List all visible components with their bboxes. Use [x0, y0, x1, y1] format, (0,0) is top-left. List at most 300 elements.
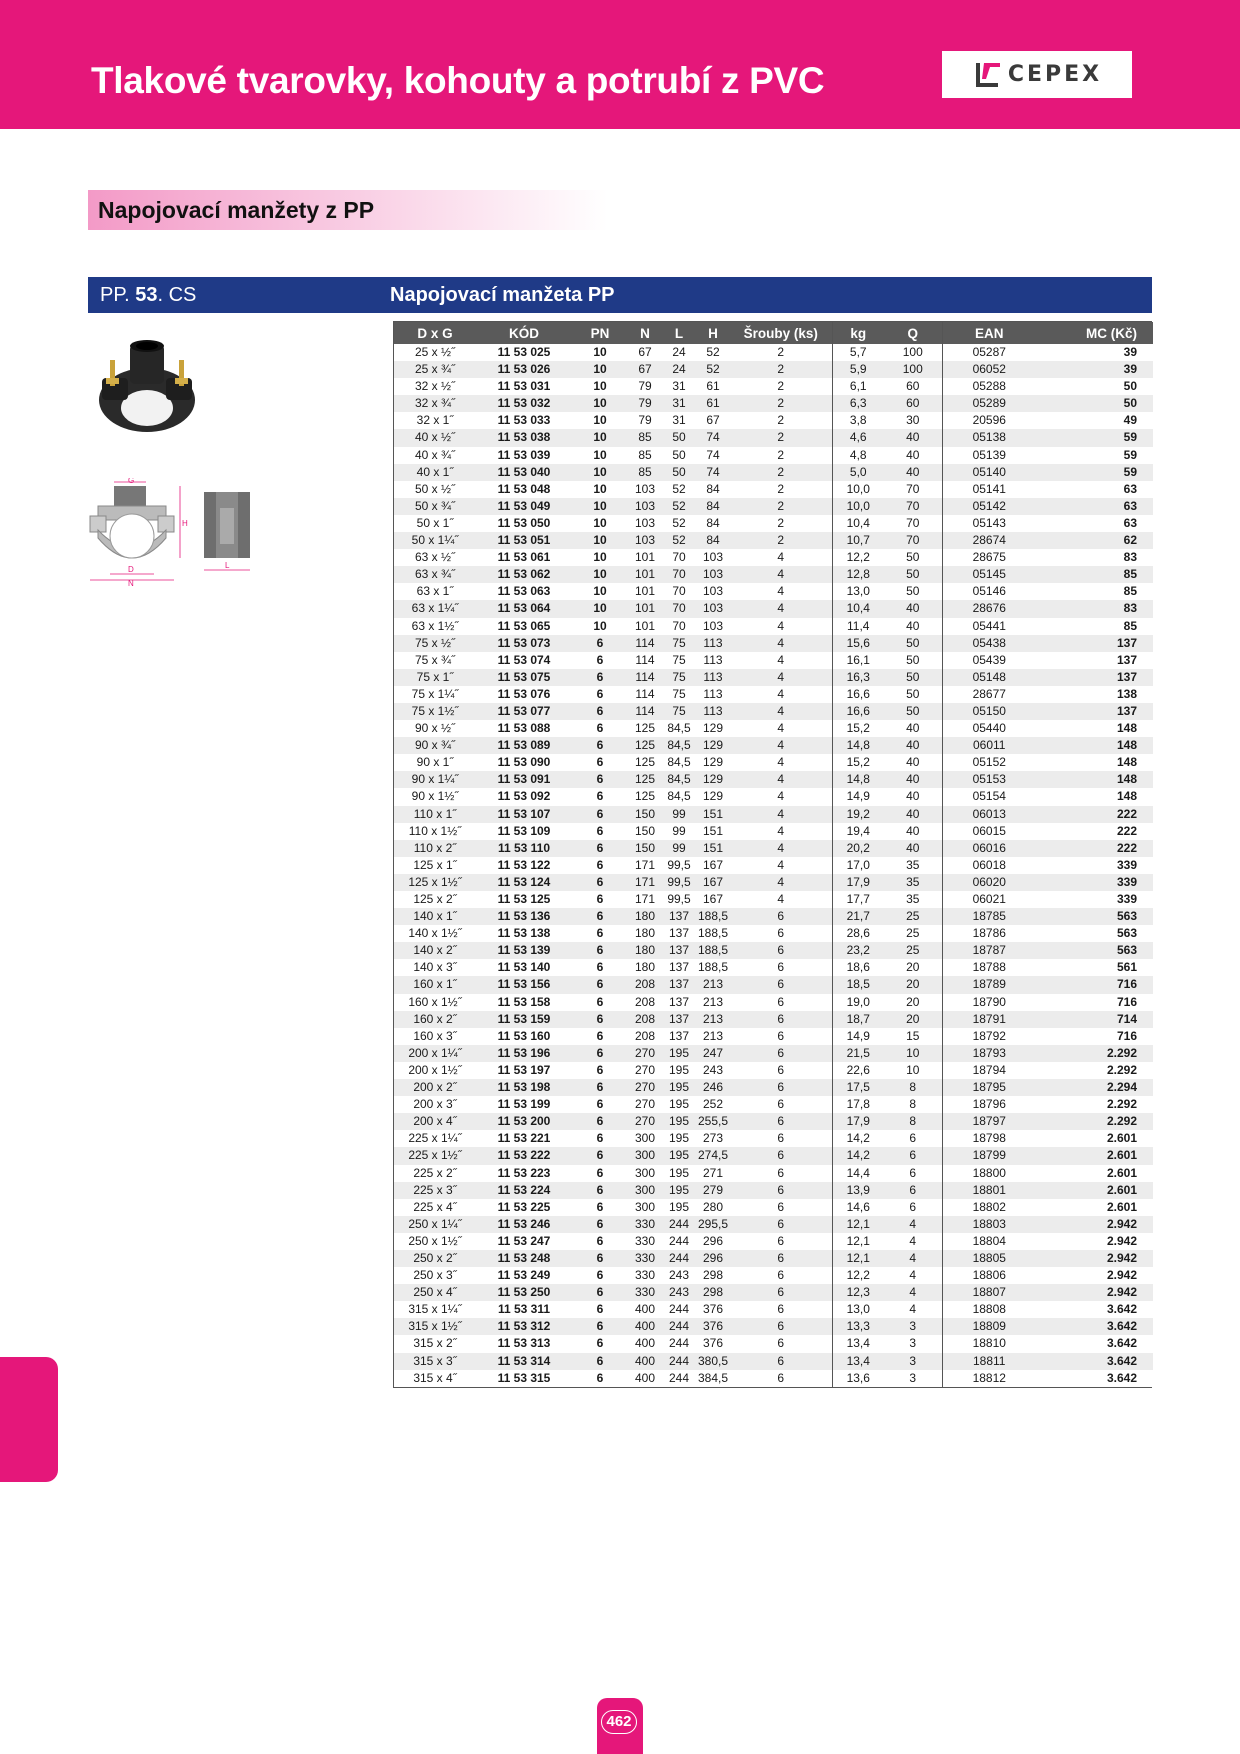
cell-kod: 11 53 061 [476, 549, 572, 566]
cell-q: 70 [884, 498, 942, 515]
cell-n: 150 [628, 823, 662, 840]
cell-srouby: 4 [730, 737, 832, 754]
table-row [394, 378, 1153, 395]
cell-ean: 18809 [942, 1318, 1036, 1335]
table-row [394, 549, 1153, 566]
cell-dxg: 90 x 1¼˝ [394, 771, 476, 788]
cell-srouby: 4 [730, 686, 832, 703]
cell-l: 24 [662, 344, 696, 361]
cell-q: 20 [884, 959, 942, 976]
section-title: Napojovací manžety z PP [88, 190, 608, 230]
cell-kg: 15,2 [832, 754, 884, 771]
cell-h: 280 [696, 1199, 730, 1216]
cell-pn: 10 [572, 464, 628, 481]
cell-kg: 13,0 [832, 1301, 884, 1318]
cell-dxg: 160 x 2˝ [394, 1011, 476, 1028]
cell-dxg: 160 x 3˝ [394, 1028, 476, 1045]
table-row [394, 464, 1153, 481]
cell-n: 125 [628, 788, 662, 805]
cell-l: 195 [662, 1096, 696, 1113]
cell-dxg: 50 x 1¼˝ [394, 532, 476, 549]
cell-pn: 10 [572, 412, 628, 429]
cell-l: 70 [662, 566, 696, 583]
cell-dxg: 90 x 1˝ [394, 754, 476, 771]
cell-kod: 11 53 064 [476, 600, 572, 617]
cell-h: 84 [696, 498, 730, 515]
table-row [394, 618, 1153, 635]
table-row [394, 669, 1153, 686]
cell-pn: 10 [572, 583, 628, 600]
cell-h: 84 [696, 532, 730, 549]
table-row [394, 703, 1153, 720]
table-row [394, 857, 1153, 874]
cell-q: 70 [884, 481, 942, 498]
cell-srouby: 4 [730, 703, 832, 720]
cell-n: 103 [628, 498, 662, 515]
table-row [394, 1335, 1153, 1352]
cell-dxg: 125 x 2˝ [394, 891, 476, 908]
cell-mc: 3.642 [1036, 1353, 1153, 1370]
cell-q: 40 [884, 806, 942, 823]
cell-q: 50 [884, 566, 942, 583]
cell-mc: 148 [1036, 754, 1153, 771]
cell-l: 195 [662, 1113, 696, 1130]
cell-n: 208 [628, 994, 662, 1011]
cell-mc: 339 [1036, 891, 1153, 908]
cell-h: 167 [696, 891, 730, 908]
cell-kg: 14,9 [832, 1028, 884, 1045]
table-row [394, 481, 1153, 498]
cell-ean: 06052 [942, 361, 1036, 378]
cell-n: 330 [628, 1216, 662, 1233]
cell-dxg: 50 x ¾˝ [394, 498, 476, 515]
cell-kod: 11 53 050 [476, 515, 572, 532]
cell-kod: 11 53 091 [476, 771, 572, 788]
cell-pn: 6 [572, 1318, 628, 1335]
cell-h: 243 [696, 1062, 730, 1079]
cell-pn: 6 [572, 1113, 628, 1130]
cell-kod: 11 53 073 [476, 635, 572, 652]
cell-h: 255,5 [696, 1113, 730, 1130]
cell-q: 60 [884, 378, 942, 395]
cell-mc: 2.601 [1036, 1130, 1153, 1147]
cell-kg: 16,6 [832, 686, 884, 703]
cell-mc: 563 [1036, 942, 1153, 959]
cell-l: 70 [662, 549, 696, 566]
cell-kod: 11 53 311 [476, 1301, 572, 1318]
cell-kg: 20,2 [832, 840, 884, 857]
cell-srouby: 4 [730, 566, 832, 583]
cell-n: 125 [628, 754, 662, 771]
page-number: 462 [601, 1710, 637, 1734]
cell-mc: 49 [1036, 412, 1153, 429]
cell-q: 40 [884, 840, 942, 857]
cell-q: 8 [884, 1079, 942, 1096]
cell-kg: 12,8 [832, 566, 884, 583]
cell-h: 103 [696, 566, 730, 583]
cell-l: 75 [662, 703, 696, 720]
cell-kod: 11 53 196 [476, 1045, 572, 1062]
cell-l: 99,5 [662, 857, 696, 874]
cell-h: 129 [696, 771, 730, 788]
cell-l: 84,5 [662, 771, 696, 788]
cell-dxg: 200 x 1¼˝ [394, 1045, 476, 1062]
cell-l: 195 [662, 1199, 696, 1216]
cell-ean: 05289 [942, 395, 1036, 412]
cell-q: 50 [884, 635, 942, 652]
cell-ean: 05288 [942, 378, 1036, 395]
cell-srouby: 6 [730, 1045, 832, 1062]
cell-dxg: 63 x ¾˝ [394, 566, 476, 583]
cell-l: 137 [662, 976, 696, 993]
cell-h: 213 [696, 994, 730, 1011]
cell-dxg: 75 x ½˝ [394, 635, 476, 652]
cell-mc: 222 [1036, 806, 1153, 823]
cell-dxg: 40 x 1˝ [394, 464, 476, 481]
cell-kg: 5,0 [832, 464, 884, 481]
cell-h: 67 [696, 412, 730, 429]
cell-dxg: 140 x 1½˝ [394, 925, 476, 942]
cell-q: 40 [884, 464, 942, 481]
cell-srouby: 4 [730, 549, 832, 566]
table-row [394, 737, 1153, 754]
cell-kg: 17,7 [832, 891, 884, 908]
cell-srouby: 2 [730, 464, 832, 481]
cell-ean: 18785 [942, 908, 1036, 925]
cell-srouby: 6 [730, 959, 832, 976]
cell-dxg: 160 x 1˝ [394, 976, 476, 993]
cell-q: 10 [884, 1062, 942, 1079]
table-row [394, 874, 1153, 891]
cell-mc: 222 [1036, 823, 1153, 840]
label-l: L [225, 561, 230, 570]
cell-dxg: 315 x 1½˝ [394, 1318, 476, 1335]
cell-n: 300 [628, 1130, 662, 1147]
cell-kg: 13,4 [832, 1353, 884, 1370]
cell-dxg: 75 x ¾˝ [394, 652, 476, 669]
cell-n: 300 [628, 1182, 662, 1199]
cell-l: 84,5 [662, 720, 696, 737]
cell-srouby: 6 [730, 1250, 832, 1267]
cell-mc: 63 [1036, 481, 1153, 498]
cell-h: 298 [696, 1267, 730, 1284]
cell-q: 60 [884, 395, 942, 412]
table-row [394, 1233, 1153, 1250]
cell-n: 79 [628, 378, 662, 395]
cell-n: 180 [628, 942, 662, 959]
table-row [394, 788, 1153, 805]
cell-n: 270 [628, 1045, 662, 1062]
cell-n: 103 [628, 481, 662, 498]
cell-h: 113 [696, 669, 730, 686]
cell-mc: 339 [1036, 857, 1153, 874]
cell-q: 40 [884, 823, 942, 840]
cell-mc: 716 [1036, 976, 1153, 993]
cell-q: 70 [884, 515, 942, 532]
cell-mc: 148 [1036, 788, 1153, 805]
cell-kg: 19,0 [832, 994, 884, 1011]
cell-l: 31 [662, 412, 696, 429]
cell-ean: 05440 [942, 720, 1036, 737]
cell-l: 195 [662, 1130, 696, 1147]
cell-n: 85 [628, 447, 662, 464]
cell-dxg: 160 x 1½˝ [394, 994, 476, 1011]
cell-h: 103 [696, 618, 730, 635]
cell-kg: 21,5 [832, 1045, 884, 1062]
cell-mc: 2.292 [1036, 1062, 1153, 1079]
label-n: N [128, 579, 134, 586]
cell-l: 244 [662, 1318, 696, 1335]
cell-pn: 6 [572, 1096, 628, 1113]
cell-dxg: 63 x ½˝ [394, 549, 476, 566]
cell-q: 35 [884, 891, 942, 908]
cell-q: 40 [884, 737, 942, 754]
cell-dxg: 250 x 1½˝ [394, 1233, 476, 1250]
cell-n: 208 [628, 1011, 662, 1028]
cell-q: 6 [884, 1147, 942, 1164]
cell-ean: 05150 [942, 703, 1036, 720]
cell-q: 4 [884, 1267, 942, 1284]
cell-n: 114 [628, 635, 662, 652]
cell-h: 113 [696, 635, 730, 652]
cell-srouby: 2 [730, 515, 832, 532]
cell-q: 4 [884, 1284, 942, 1301]
cell-srouby: 6 [730, 1165, 832, 1182]
cell-srouby: 2 [730, 361, 832, 378]
cell-dxg: 32 x ½˝ [394, 378, 476, 395]
cell-dxg: 75 x 1¼˝ [394, 686, 476, 703]
cell-q: 50 [884, 652, 942, 669]
cell-l: 244 [662, 1216, 696, 1233]
cell-pn: 6 [572, 669, 628, 686]
cell-dxg: 40 x ¾˝ [394, 447, 476, 464]
cell-ean: 18799 [942, 1147, 1036, 1164]
table-row [394, 447, 1153, 464]
cell-ean: 05441 [942, 618, 1036, 635]
cell-l: 243 [662, 1284, 696, 1301]
product-table [393, 321, 1152, 1388]
cell-ean: 18792 [942, 1028, 1036, 1045]
cell-kod: 11 53 199 [476, 1096, 572, 1113]
cell-srouby: 4 [730, 652, 832, 669]
cell-ean: 06015 [942, 823, 1036, 840]
cell-l: 137 [662, 1028, 696, 1045]
cell-pn: 6 [572, 652, 628, 669]
cell-h: 296 [696, 1250, 730, 1267]
cell-ean: 06013 [942, 806, 1036, 823]
table-row [394, 942, 1153, 959]
cell-kod: 11 53 315 [476, 1370, 572, 1387]
cell-dxg: 90 x ¾˝ [394, 737, 476, 754]
cell-q: 40 [884, 429, 942, 446]
cell-mc: 50 [1036, 395, 1153, 412]
cell-kod: 11 53 065 [476, 618, 572, 635]
cell-kod: 11 53 075 [476, 669, 572, 686]
cell-kg: 6,1 [832, 378, 884, 395]
page-header [0, 0, 1240, 129]
cell-h: 188,5 [696, 908, 730, 925]
cell-dxg: 63 x 1½˝ [394, 618, 476, 635]
cell-l: 137 [662, 908, 696, 925]
cell-q: 20 [884, 994, 942, 1011]
cell-h: 151 [696, 840, 730, 857]
cell-ean: 18811 [942, 1353, 1036, 1370]
cell-q: 50 [884, 549, 942, 566]
col-header-dxg: D x G [394, 322, 476, 344]
cell-kg: 13,4 [832, 1335, 884, 1352]
cell-kod: 11 53 039 [476, 447, 572, 464]
cell-mc: 85 [1036, 566, 1153, 583]
cell-l: 243 [662, 1267, 696, 1284]
cell-h: 271 [696, 1165, 730, 1182]
cell-pn: 6 [572, 635, 628, 652]
cell-mc: 137 [1036, 635, 1153, 652]
cell-h: 151 [696, 806, 730, 823]
cell-kod: 11 53 198 [476, 1079, 572, 1096]
cell-h: 376 [696, 1318, 730, 1335]
cell-dxg: 32 x ¾˝ [394, 395, 476, 412]
table-row [394, 840, 1153, 857]
table-row [394, 344, 1153, 361]
cell-kod: 11 53 122 [476, 857, 572, 874]
cell-q: 25 [884, 925, 942, 942]
cell-dxg: 225 x 4˝ [394, 1199, 476, 1216]
cell-ean: 18787 [942, 942, 1036, 959]
cell-n: 171 [628, 874, 662, 891]
cell-kg: 4,6 [832, 429, 884, 446]
table-row [394, 976, 1153, 993]
cell-pn: 6 [572, 703, 628, 720]
cell-pn: 6 [572, 908, 628, 925]
cell-h: 296 [696, 1233, 730, 1250]
cell-mc: 716 [1036, 1028, 1153, 1045]
cell-ean: 05142 [942, 498, 1036, 515]
cell-mc: 339 [1036, 874, 1153, 891]
cell-pn: 6 [572, 1216, 628, 1233]
cell-h: 61 [696, 378, 730, 395]
cell-ean: 05153 [942, 771, 1036, 788]
cell-ean: 18791 [942, 1011, 1036, 1028]
cell-n: 101 [628, 618, 662, 635]
cell-pn: 10 [572, 378, 628, 395]
cell-srouby: 4 [730, 618, 832, 635]
cell-kod: 11 53 224 [476, 1182, 572, 1199]
cell-dxg: 110 x 1½˝ [394, 823, 476, 840]
cell-q: 50 [884, 686, 942, 703]
col-header-ean: EAN [942, 322, 1036, 344]
table-row [394, 1079, 1153, 1096]
cell-pn: 10 [572, 481, 628, 498]
cell-q: 50 [884, 583, 942, 600]
cell-srouby: 2 [730, 481, 832, 498]
cell-mc: 85 [1036, 618, 1153, 635]
cell-pn: 6 [572, 686, 628, 703]
cell-q: 6 [884, 1182, 942, 1199]
cell-kg: 6,3 [832, 395, 884, 412]
cell-n: 270 [628, 1096, 662, 1113]
cell-n: 114 [628, 652, 662, 669]
cell-l: 137 [662, 942, 696, 959]
cell-ean: 05143 [942, 515, 1036, 532]
cell-mc: 63 [1036, 498, 1153, 515]
cell-mc: 563 [1036, 925, 1153, 942]
cell-mc: 2.601 [1036, 1147, 1153, 1164]
page-number-tab [597, 1698, 643, 1754]
cell-srouby: 6 [730, 925, 832, 942]
cell-q: 30 [884, 412, 942, 429]
cell-pn: 6 [572, 771, 628, 788]
cell-l: 70 [662, 618, 696, 635]
cell-n: 400 [628, 1335, 662, 1352]
cell-dxg: 140 x 1˝ [394, 908, 476, 925]
cell-pn: 10 [572, 395, 628, 412]
table-row [394, 806, 1153, 823]
cell-h: 295,5 [696, 1216, 730, 1233]
cell-ean: 05146 [942, 583, 1036, 600]
cell-h: 52 [696, 344, 730, 361]
cell-mc: 714 [1036, 1011, 1153, 1028]
cell-kod: 11 53 025 [476, 344, 572, 361]
cell-mc: 2.942 [1036, 1216, 1153, 1233]
cell-kod: 11 53 156 [476, 976, 572, 993]
cell-srouby: 6 [730, 976, 832, 993]
cell-h: 129 [696, 720, 730, 737]
cell-ean: 18789 [942, 976, 1036, 993]
cell-srouby: 4 [730, 600, 832, 617]
cell-mc: 2.601 [1036, 1165, 1153, 1182]
cell-q: 8 [884, 1113, 942, 1130]
cell-l: 99 [662, 823, 696, 840]
cell-pn: 6 [572, 788, 628, 805]
cell-kg: 14,6 [832, 1199, 884, 1216]
cell-n: 330 [628, 1284, 662, 1301]
cell-h: 213 [696, 1028, 730, 1045]
cell-dxg: 75 x 1˝ [394, 669, 476, 686]
cell-mc: 2.292 [1036, 1096, 1153, 1113]
cell-q: 3 [884, 1318, 942, 1335]
cell-n: 114 [628, 669, 662, 686]
cell-dxg: 90 x ½˝ [394, 720, 476, 737]
cell-ean: 05154 [942, 788, 1036, 805]
cell-n: 270 [628, 1113, 662, 1130]
table-row [394, 686, 1153, 703]
cell-ean: 18802 [942, 1199, 1036, 1216]
cell-pn: 6 [572, 1335, 628, 1352]
cell-h: 74 [696, 429, 730, 446]
cell-h: 167 [696, 857, 730, 874]
cell-pn: 10 [572, 447, 628, 464]
product-name: Napojovací manžeta PP [390, 284, 615, 306]
cell-kg: 17,5 [832, 1079, 884, 1096]
col-header-kg: kg [832, 322, 884, 344]
cell-mc: 561 [1036, 959, 1153, 976]
cell-kod: 11 53 248 [476, 1250, 572, 1267]
cell-srouby: 6 [730, 1233, 832, 1250]
cell-kg: 10,0 [832, 498, 884, 515]
cell-kg: 15,6 [832, 635, 884, 652]
cell-ean: 06016 [942, 840, 1036, 857]
cell-kod: 11 53 160 [476, 1028, 572, 1045]
cell-dxg: 250 x 2˝ [394, 1250, 476, 1267]
cell-ean: 28676 [942, 600, 1036, 617]
cell-ean: 05140 [942, 464, 1036, 481]
table-row [394, 959, 1153, 976]
cell-srouby: 2 [730, 498, 832, 515]
cell-srouby: 4 [730, 788, 832, 805]
cell-q: 40 [884, 771, 942, 788]
cell-mc: 563 [1036, 908, 1153, 925]
cell-kod: 11 53 110 [476, 840, 572, 857]
